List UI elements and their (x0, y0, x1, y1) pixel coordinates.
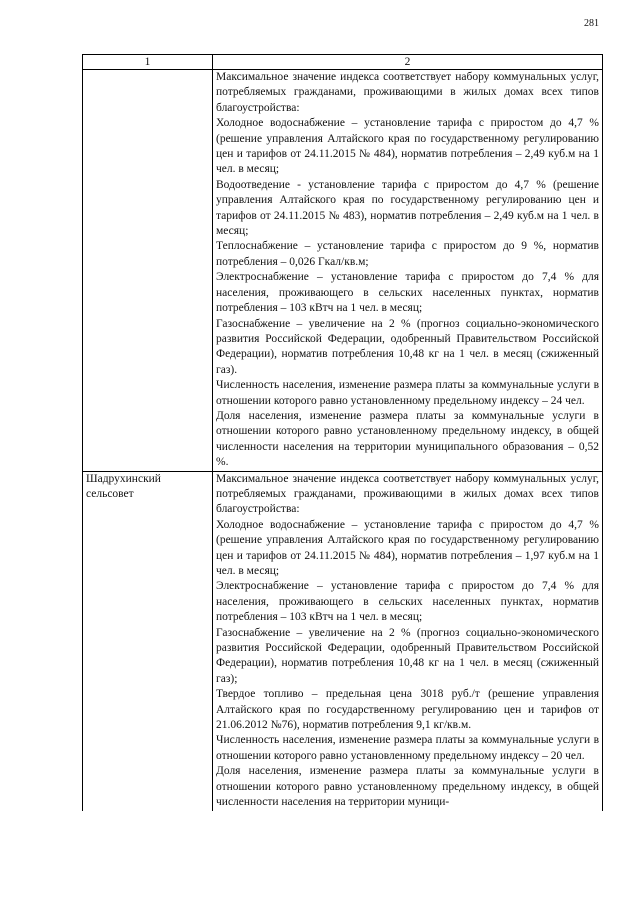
paragraph: Доля населения, изменение размера платы за коммунальные услуги в отношении которого равно установленному предельному индексу, в общей численности населения на территории муниципального образования – 0,52 %. (216, 409, 599, 469)
tariff-table (82, 54, 603, 811)
paragraph: Численность населения, изменение размера платы за коммунальные услуги в отношении которого равно установленному предельному индексу – 24 чел. (216, 379, 599, 407)
page-number: 281 (584, 18, 599, 29)
paragraph: Максимальное значение индекса соответствует набору коммунальных услуг, потребляемых гражданами, проживающими в жилых домах всех типов благоустройства: (216, 71, 599, 114)
paragraph: Численность населения, изменение размера платы за коммунальные услуги в отношении которого равно установленному предельному индексу – 20 чел. (216, 734, 599, 762)
paragraph: Газоснабжение – увеличение на 2 % (прогноз социально-экономического развития Российской Федерации, одобренный Правительством Российской Федерации), норматив потребления 10,48 кг на 1 чел. в месяц (сжиженный газ). (216, 317, 599, 376)
column-header-2: 2 (213, 55, 603, 70)
paragraph: Электроснабжение – установление тарифа с приростом до 7,4 % для населения, проживающего в сельских населенных пунктах, норматив потребления – 103 кВтч на 1 чел. в месяц; (216, 580, 599, 624)
paragraph: Холодное водоснабжение – установление тарифа с приростом до 4,7 % (решение управления Алтайского края по государственному регулированию цен и тарифов от 24.11.2015 № 484), норматив потребления – 1,97 куб.м на 1 чел. в месяц; (216, 518, 599, 577)
paragraph: Газоснабжение – увеличение на 2 % (прогноз социально-экономического развития Российской Федерации, одобренный Правительством Российской Федерации), норматив потребления 10,48 кг на 1 чел. в месяц (сжиженный газ); (216, 626, 599, 685)
municipality-name-cell: Шадрухинский сельсовет (83, 471, 213, 810)
paragraph: Твердое топливо – предельная цена 3018 руб./т (решение управления Алтайского края по государственному регулированию цен и тарифов от 21.06.2012 №76), норматив потребления 9,1 кг/кв.м. (216, 688, 599, 732)
paragraph: Водоотведение - установление тарифа с приростом до 4,7 % (решение управления Алтайского края по государственному регулированию цен и тарифов от 24.11.2015 № 483), норматив потребления – 2,49 куб.м на 1 чел. в месяц; (216, 178, 599, 238)
municipality-name-cell (83, 70, 213, 472)
table-row (83, 471, 603, 810)
table-row (83, 70, 603, 472)
table-header-row (83, 55, 603, 70)
paragraph: Электроснабжение – установление тарифа с приростом до 7,4 % для населения, проживающего в сельских населенных пунктах, норматив потребления – 103 кВтч на 1 чел. в месяц; (216, 271, 599, 315)
description-cell (213, 70, 603, 472)
paragraph: Теплоснабжение – установление тарифа с приростом до 9 %, норматив потребления – 0,026 Гкал/кв.м; (216, 240, 599, 268)
column-header-1: 1 (83, 55, 213, 70)
paragraph: Максимальное значение индекса соответствует набору коммунальных услуг, потребляемых гражданами, проживающими в жилых домах всех типов благоустройства: (216, 472, 599, 516)
paragraph: Доля населения, изменение размера платы за коммунальные услуги в отношении которого равно установленному предельному индексу, в общей численности населения на территории муници- (216, 765, 599, 809)
paragraph: Холодное водоснабжение – установление тарифа с приростом до 4,7 % (решение управления Алтайского края по государственному регулированию цен и тарифов от 24.11.2015 № 484), норматив потребления – 2,49 куб.м на 1 чел. в месяц; (216, 117, 599, 176)
description-cell (213, 471, 603, 810)
